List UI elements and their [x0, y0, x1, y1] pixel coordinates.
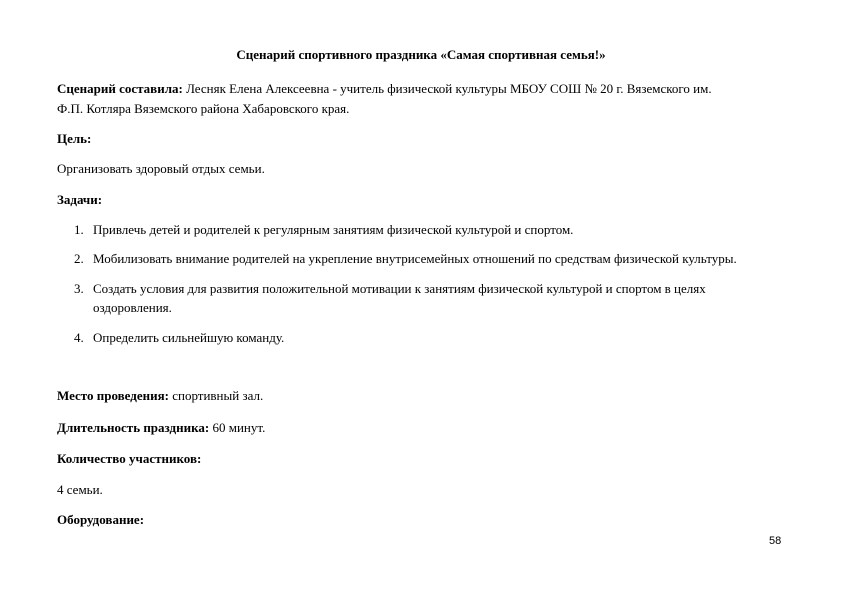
- list-item-number: 2.: [74, 251, 84, 266]
- venue-line: [57, 386, 797, 406]
- document-title: Сценарий спортивного праздника «Самая спортивная семья!»: [236, 47, 606, 62]
- list-item-number: 4.: [74, 330, 84, 345]
- list-item-number: 1.: [74, 222, 84, 237]
- author-line-2: [57, 99, 797, 119]
- participants-text: 4 семьи.: [57, 482, 103, 497]
- duration-label: Длительность праздника:: [57, 420, 210, 435]
- list-item-text: Создать условия для развития положительной мотивации к занятиям физической культурой и спортом в целях: [93, 281, 706, 296]
- list-item-number: 3.: [74, 281, 84, 296]
- participants-heading: Количество участников:: [57, 451, 202, 466]
- author-text-2: Ф.П. Котляра Вяземского района Хабаровского края.: [57, 101, 350, 116]
- author-label: Сценарий составила:: [57, 81, 183, 96]
- list-item-text: Мобилизовать внимание родителей на укрепление внутрисемейных отношений по средствам физической культуры.: [93, 251, 737, 266]
- equipment-heading: Оборудование:: [57, 512, 145, 527]
- venue-text: спортивный зал.: [172, 388, 264, 403]
- tasks-heading: Задачи:: [57, 192, 103, 207]
- duration-text: 60 минут.: [212, 420, 266, 435]
- author-text-1: Лесняк Елена Алексеевна - учитель физической культуры МБОУ СОШ № 20 г. Вяземского им.: [186, 81, 712, 96]
- goal-text: Организовать здоровый отдых семьи.: [57, 161, 265, 176]
- author-line-1: [57, 79, 797, 99]
- goal-heading: Цель:: [57, 131, 92, 146]
- list-item-text: оздоровления.: [93, 300, 172, 315]
- venue-label: Место проведения:: [57, 388, 169, 403]
- list-item-text: Определить сильнейшую команду.: [93, 330, 285, 345]
- page-number: 58: [769, 535, 782, 547]
- list-item-text: Привлечь детей и родителей к регулярным занятиям физической культурой и спортом.: [93, 222, 574, 237]
- duration-line: [57, 418, 797, 438]
